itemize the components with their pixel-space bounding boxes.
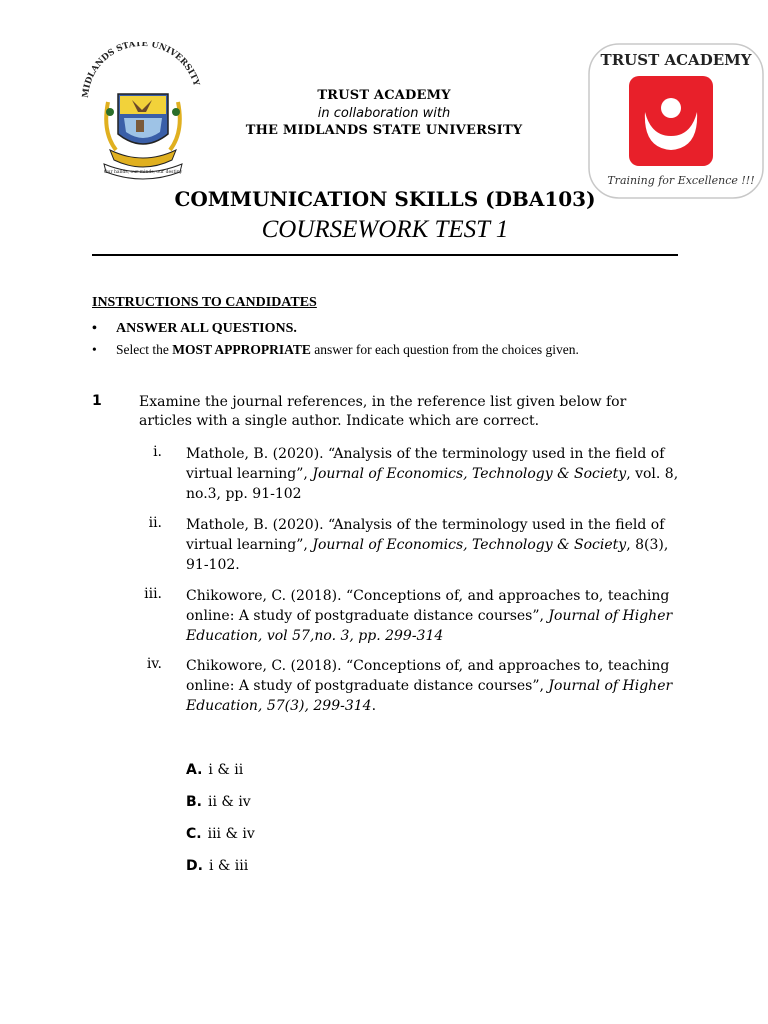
ref-journal: Journal of Higher Education, vol 57,no. 3, pp. 299-314 bbox=[186, 608, 673, 644]
instruction-item-1 bbox=[92, 321, 297, 337]
ref-text: Mathole, B. (2020). “Analysis of the terminology used in the field of virtual learning”, bbox=[186, 446, 665, 482]
ref-details: . bbox=[371, 698, 377, 714]
bullet-icon: • bbox=[92, 321, 97, 336]
answer-option-b[interactable] bbox=[186, 794, 251, 810]
option-text: i & ii bbox=[208, 762, 244, 778]
instruction-text-1: ANSWER ALL QUESTIONS. bbox=[116, 321, 297, 336]
trust-academy-name: TRUST ACADEMY bbox=[600, 51, 752, 69]
question-number: 1 bbox=[92, 393, 102, 409]
test-title: COURSEWORK TEST 1 bbox=[261, 216, 509, 243]
option-letter: B. bbox=[186, 794, 202, 810]
answer-option-c[interactable] bbox=[186, 826, 255, 842]
ref-journal: Journal of Economics, Technology & Society bbox=[312, 466, 627, 482]
option-letter: D. bbox=[186, 858, 203, 874]
instruction-text-2-pre: Select the bbox=[116, 342, 173, 357]
course-title: COMMUNICATION SKILLS (DBA103) bbox=[174, 187, 596, 211]
svg-text:MIDLANDS STATE UNIVERSITY bbox=[81, 42, 201, 98]
ref-details: , vol. 8, no.3, pp. 91-102 bbox=[186, 466, 679, 502]
ref-item bbox=[186, 444, 686, 504]
ref-text: Mathole, B. (2020). “Analysis of the terminology used in the field of virtual learning”, bbox=[186, 517, 665, 553]
ref-details: , 8(3), 91-102. bbox=[186, 537, 669, 573]
ref-item bbox=[186, 656, 686, 716]
answer-option-d[interactable] bbox=[186, 858, 248, 874]
trust-academy-tagline: Training for Excellence !!! bbox=[607, 174, 755, 187]
answer-option-a[interactable] bbox=[186, 762, 243, 778]
ref-number: i. bbox=[153, 444, 162, 460]
ref-number: ii. bbox=[148, 515, 162, 531]
ref-text: Chikowore, C. (2018). “Conceptions of, and approaches to, teaching online: A study of postgraduate distance courses”, bbox=[186, 588, 670, 624]
instruction-text-2-emphasis: MOST APPROPRIATE bbox=[172, 342, 311, 357]
bullet-icon: • bbox=[92, 342, 97, 357]
ref-journal: Journal of Higher Education, 57(3), 299-314 bbox=[186, 678, 673, 714]
header-collab: in collaboration with bbox=[317, 106, 451, 121]
ref-number: iv. bbox=[146, 656, 162, 672]
question-text: Examine the journal references, in the reference list given below for articles with a single author. Indicate which are correct. bbox=[139, 394, 627, 429]
ref-item bbox=[186, 586, 686, 646]
ref-number: iii. bbox=[144, 586, 162, 602]
ref-journal: Journal of Economics, Technology & Society bbox=[312, 537, 627, 553]
option-letter: A. bbox=[186, 762, 203, 778]
msu-arc-text: MIDLANDS STATE UNIVERSITY bbox=[80, 42, 201, 99]
trust-academy-logo bbox=[585, 40, 767, 202]
option-letter: C. bbox=[186, 826, 202, 842]
msu-crest-logo bbox=[80, 42, 202, 184]
header-partner: THE MIDLANDS STATE UNIVERSITY bbox=[245, 123, 523, 138]
msu-motto: Our hands, our minds, our destiny bbox=[103, 170, 183, 175]
title-divider bbox=[92, 254, 678, 256]
option-text: ii & iv bbox=[208, 794, 251, 810]
instruction-text-2-post: answer for each question from the choices given. bbox=[310, 342, 579, 357]
ref-text: Chikowore, C. (2018). “Conceptions of, and approaches to, teaching online: A study of postgraduate distance courses”, bbox=[186, 658, 670, 694]
instruction-item-2 bbox=[92, 342, 579, 358]
ref-item bbox=[186, 515, 686, 575]
header-institution: TRUST ACADEMY bbox=[317, 88, 451, 103]
option-text: i & iii bbox=[208, 858, 249, 874]
instructions-heading: INSTRUCTIONS TO CANDIDATES bbox=[92, 295, 317, 310]
option-text: iii & iv bbox=[207, 826, 255, 842]
